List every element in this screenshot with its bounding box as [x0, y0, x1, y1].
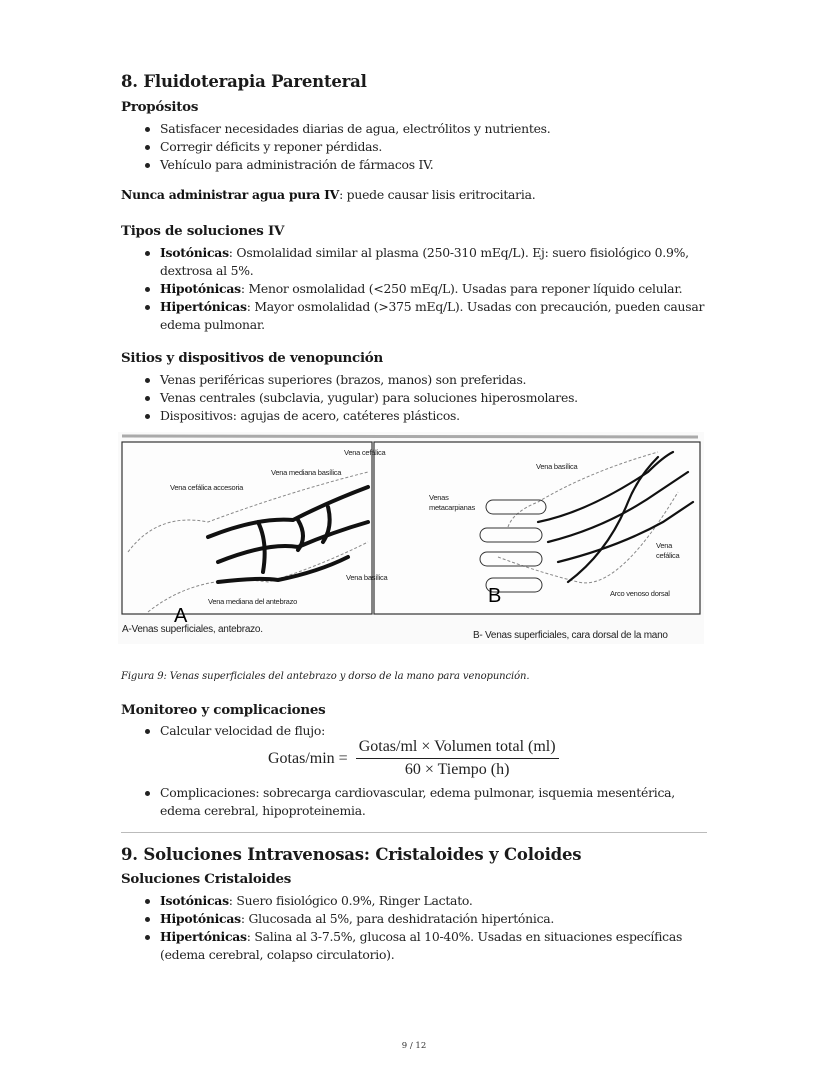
term: Hipotónicas — [160, 911, 241, 926]
list-item — [121, 298, 716, 334]
svg-text:metacarpianas: metacarpianas — [429, 503, 475, 512]
formula-lhs: Gotas/min = — [268, 749, 348, 767]
section-divider — [121, 832, 707, 833]
veins-figure — [118, 432, 704, 644]
svg-text:A: A — [174, 605, 188, 627]
section-title: 8. Fluidoterapia Parenteral — [121, 72, 367, 91]
figure-caption-b: B- Venas superficiales, cara dorsal de la mano — [473, 630, 668, 641]
list-item — [121, 280, 716, 298]
svg-text:Arco venoso dorsal: Arco venoso dorsal — [610, 589, 670, 598]
list-item — [121, 928, 716, 964]
list-item: Complicaciones: sobrecarga cardiovascular, edema pulmonar, isquemia mesentérica, edema cerebral, hipoproteinemia. — [121, 784, 716, 820]
svg-text:Vena mediana basílica: Vena mediana basílica — [271, 468, 342, 477]
list-item — [121, 910, 716, 928]
formula-numerator: Gotas/ml × Volumen total (ml) — [356, 738, 559, 759]
svg-text:Vena cefálica accesoria: Vena cefálica accesoria — [170, 483, 244, 492]
purposes-list — [121, 120, 716, 174]
term: Hipertónicas — [160, 299, 247, 314]
svg-text:Vena basílica: Vena basílica — [536, 462, 578, 471]
list-item: Satisfacer necesidades diarias de agua, electrólitos y nutrientes. — [121, 120, 716, 138]
term: Hipotónicas — [160, 281, 241, 296]
crystalloids-list — [121, 892, 716, 964]
definition: : Suero fisiológico 0.9%, Ringer Lactato. — [228, 893, 473, 908]
section-title: 9. Soluciones Intravenosas: Cristaloides y Coloides — [121, 845, 582, 864]
term: Hipertónicas — [160, 929, 247, 944]
subheading-purposes: Propósitos — [121, 99, 199, 115]
subheading-sites: Sitios y dispositivos de venopunción — [121, 350, 383, 366]
definition: : Salina al 3-7.5%, glucosa al 10-40%. Usadas en situaciones específicas (edema cerebral, colapso circulatorio). — [160, 929, 683, 962]
subheading-monitoring: Monitoreo y complicaciones — [121, 702, 326, 718]
warning-text: : puede causar lisis eritrocitaria. — [339, 187, 536, 202]
formula-denominator: 60 × Tiempo (h) — [404, 761, 510, 778]
svg-text:B: B — [488, 585, 502, 607]
subheading-types: Tipos de soluciones IV — [121, 223, 285, 239]
types-list — [121, 244, 716, 334]
definition: : Mayor osmolalidad (>375 mEq/L). Usadas con precaución, pueden causar edema pulmonar. — [160, 299, 705, 332]
svg-text:Vena mediana del antebrazo: Vena mediana del antebrazo — [208, 597, 297, 606]
term: Isotónicas — [160, 245, 229, 260]
svg-text:Vena: Vena — [656, 541, 673, 550]
svg-text:Vena cefálica: Vena cefálica — [344, 448, 386, 457]
formula-fraction — [356, 738, 559, 779]
monitoring-list-2 — [121, 784, 716, 820]
list-item: Venas centrales (subclavia, yugular) para soluciones hiperosmolares. — [121, 389, 716, 407]
definition: : Osmolalidad similar al plasma (250-310 mEq/L). Ej: suero fisiológico 0.9%, dextrosa al 5%. — [160, 245, 689, 278]
figure-caption-a: A-Venas superficiales, antebrazo. — [122, 624, 263, 635]
list-item — [121, 892, 716, 910]
definition: : Glucosada al 5%, para deshidratación hipertónica. — [240, 911, 555, 926]
list-item: Venas periféricas superiores (brazos, manos) son preferidas. — [121, 371, 716, 389]
sites-list — [121, 371, 716, 425]
flow-rate-formula — [268, 738, 559, 779]
figure-caption: Figura 9: Venas superficiales del antebrazo y dorso de la mano para venopunción. — [121, 671, 530, 682]
svg-text:cefálica: cefálica — [656, 551, 680, 560]
list-item: Dispositivos: agujas de acero, catéteres plásticos. — [121, 407, 716, 425]
page-number: 9 / 12 — [401, 1041, 427, 1051]
warning-paragraph — [121, 187, 716, 202]
subheading-crystalloids: Soluciones Cristaloides — [121, 871, 292, 887]
svg-text:Venas: Venas — [429, 493, 449, 502]
list-item — [121, 244, 716, 280]
definition: : Menor osmolalidad (<250 mEq/L). Usadas para reponer líquido celular. — [240, 281, 683, 296]
svg-text:Vena basílica: Vena basílica — [346, 573, 388, 582]
list-item: Corregir déficits y reponer pérdidas. — [121, 138, 716, 156]
list-item: Vehículo para administración de fármacos IV. — [121, 156, 716, 174]
warning-bold: Nunca administrar agua pura IV — [121, 187, 340, 202]
term: Isotónicas — [160, 893, 229, 908]
list-item: Calcular velocidad de flujo: — [121, 722, 716, 740]
